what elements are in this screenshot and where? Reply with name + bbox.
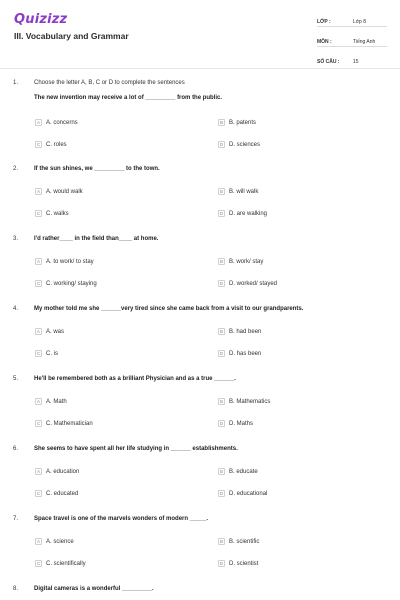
option-letter-box: D <box>219 142 224 147</box>
question-number: 4. <box>13 306 19 312</box>
option-text: D. scientist <box>229 560 259 567</box>
option-text: C. is <box>46 350 58 357</box>
question-stem: My mother told me she ______very tired since she came back from a visit to our grandparents. <box>34 306 304 312</box>
option-letter-box: A <box>36 539 40 544</box>
option-text: D. worked/ stayed <box>229 280 278 287</box>
option-c[interactable] <box>35 489 78 498</box>
option-d[interactable] <box>218 140 260 149</box>
option-d[interactable] <box>218 559 258 568</box>
option-letter-box: A <box>36 189 40 194</box>
question-number: 1. <box>13 80 19 86</box>
question-stem: I'd rather____ in the field than____ at home. <box>34 236 159 242</box>
question-number: 5. <box>13 376 19 382</box>
option-d[interactable] <box>218 349 261 358</box>
option-text: B. Mathematics <box>229 398 271 405</box>
meta-label: MÔN : <box>317 39 332 45</box>
option-a[interactable] <box>35 187 83 196</box>
option-d[interactable] <box>218 279 277 288</box>
option-a[interactable] <box>35 327 64 336</box>
option-text: D. has been <box>229 350 262 357</box>
option-letter-box: A <box>36 120 40 125</box>
option-text: B. patents <box>229 119 257 126</box>
option-text: C. walks <box>46 210 69 217</box>
question-number: 2. <box>13 166 19 172</box>
quizizz-logo: Quizizz <box>14 12 68 27</box>
question-number: 7. <box>13 516 19 522</box>
option-d[interactable] <box>218 489 267 498</box>
option-letter-box: D <box>219 281 224 286</box>
option-a[interactable] <box>35 397 67 406</box>
option-b[interactable] <box>218 118 256 127</box>
option-b[interactable] <box>218 187 258 196</box>
option-letter-box: B <box>219 539 223 544</box>
option-c[interactable] <box>35 279 97 288</box>
option-letter-box: C <box>36 281 41 286</box>
option-d[interactable] <box>218 209 267 218</box>
meta-row-class <box>317 13 387 27</box>
question-number: 8. <box>13 586 19 592</box>
option-text: B. will walk <box>229 188 259 195</box>
option-text: A. would walk <box>46 188 83 195</box>
option-letter-box: B <box>219 329 223 334</box>
option-b[interactable] <box>218 327 261 336</box>
option-letter-box: C <box>36 351 41 356</box>
option-b[interactable] <box>218 537 259 546</box>
option-text: C. roles <box>46 141 67 148</box>
option-letter-box: D <box>219 351 224 356</box>
option-letter-box: D <box>219 561 224 566</box>
option-c[interactable] <box>35 559 86 568</box>
option-a[interactable] <box>35 257 94 266</box>
option-text: C. scientifically <box>46 560 86 567</box>
option-text: D. educational <box>229 490 268 497</box>
option-a[interactable] <box>35 537 74 546</box>
option-text: B. scientific <box>229 538 260 545</box>
option-c[interactable] <box>35 209 69 218</box>
option-letter-box: A <box>36 329 40 334</box>
option-letter-box: C <box>36 491 41 496</box>
option-text: B. had been <box>229 328 262 335</box>
meta-value: Tiếng Anh <box>353 39 376 45</box>
option-letter-box: B <box>219 399 223 404</box>
option-letter-box: A <box>36 399 40 404</box>
option-b[interactable] <box>218 467 258 476</box>
question-stem: Space travel is one of the marvels wonders of modern _____. <box>34 516 209 522</box>
option-text: D. Maths <box>229 420 254 427</box>
question-stem: Digital cameras is a wonderful _________. <box>34 586 154 592</box>
option-a[interactable] <box>35 118 78 127</box>
option-letter-box: C <box>36 142 41 147</box>
option-a[interactable] <box>35 467 79 476</box>
option-text: A. was <box>46 328 65 335</box>
meta-row-count <box>317 53 387 66</box>
meta-value: 15 <box>353 59 359 65</box>
option-letter-box: B <box>219 259 223 264</box>
option-text: B. work/ stay <box>229 258 264 265</box>
option-c[interactable] <box>35 349 58 358</box>
option-letter-box: A <box>36 259 40 264</box>
option-text: C. Mathematician <box>46 420 93 427</box>
option-text: B. educate <box>229 468 258 475</box>
option-letter-box: D <box>219 211 224 216</box>
option-b[interactable] <box>218 257 263 266</box>
option-text: C. educated <box>46 490 79 497</box>
meta-value: Lớp 8 <box>353 19 367 25</box>
option-letter-box: B <box>219 189 223 194</box>
question-stem: If the sun shines, we _________ to the town. <box>34 166 160 172</box>
option-text: A. concerns <box>46 119 78 126</box>
section-title: III. Vocabulary and Grammar <box>14 31 129 41</box>
meta-row-subject <box>317 33 387 47</box>
question-stem: The new invention may receive a lot of _________ from the public. <box>34 95 223 101</box>
question-stem: He'll be remembered both as a brilliant Physician and as a true ______. <box>34 376 236 382</box>
option-text: A. education <box>46 468 80 475</box>
meta-label: SỐ CÂU : <box>317 59 340 65</box>
option-text: A. science <box>46 538 74 545</box>
option-letter-box: B <box>219 469 223 474</box>
option-letter-box: C <box>36 421 41 426</box>
header-divider <box>0 68 400 69</box>
option-c[interactable] <box>35 140 67 149</box>
meta-info <box>317 13 387 72</box>
option-letter-box: A <box>36 469 40 474</box>
question-number: 6. <box>13 446 19 452</box>
option-b[interactable] <box>218 397 270 406</box>
option-letter-box: C <box>36 561 41 566</box>
question-stem: She seems to have spent all her life studying in ______ establishments. <box>34 446 238 452</box>
option-letter-box: C <box>36 211 41 216</box>
option-text: A. to work/ to stay <box>46 258 94 265</box>
option-c[interactable] <box>35 419 93 428</box>
option-letter-box: D <box>219 491 224 496</box>
meta-label: LỚP : <box>317 19 331 25</box>
question-instruction: Choose the letter A, B, C or D to complete the sentences <box>34 80 185 86</box>
question-number: 3. <box>13 236 19 242</box>
option-letter-box: B <box>219 120 223 125</box>
option-text: D. sciences <box>229 141 261 148</box>
option-text: A. Math <box>46 398 67 405</box>
option-text: D. are walking <box>229 210 268 217</box>
option-text: C. working/ staying <box>46 280 97 287</box>
option-letter-box: D <box>219 421 224 426</box>
option-d[interactable] <box>218 419 253 428</box>
